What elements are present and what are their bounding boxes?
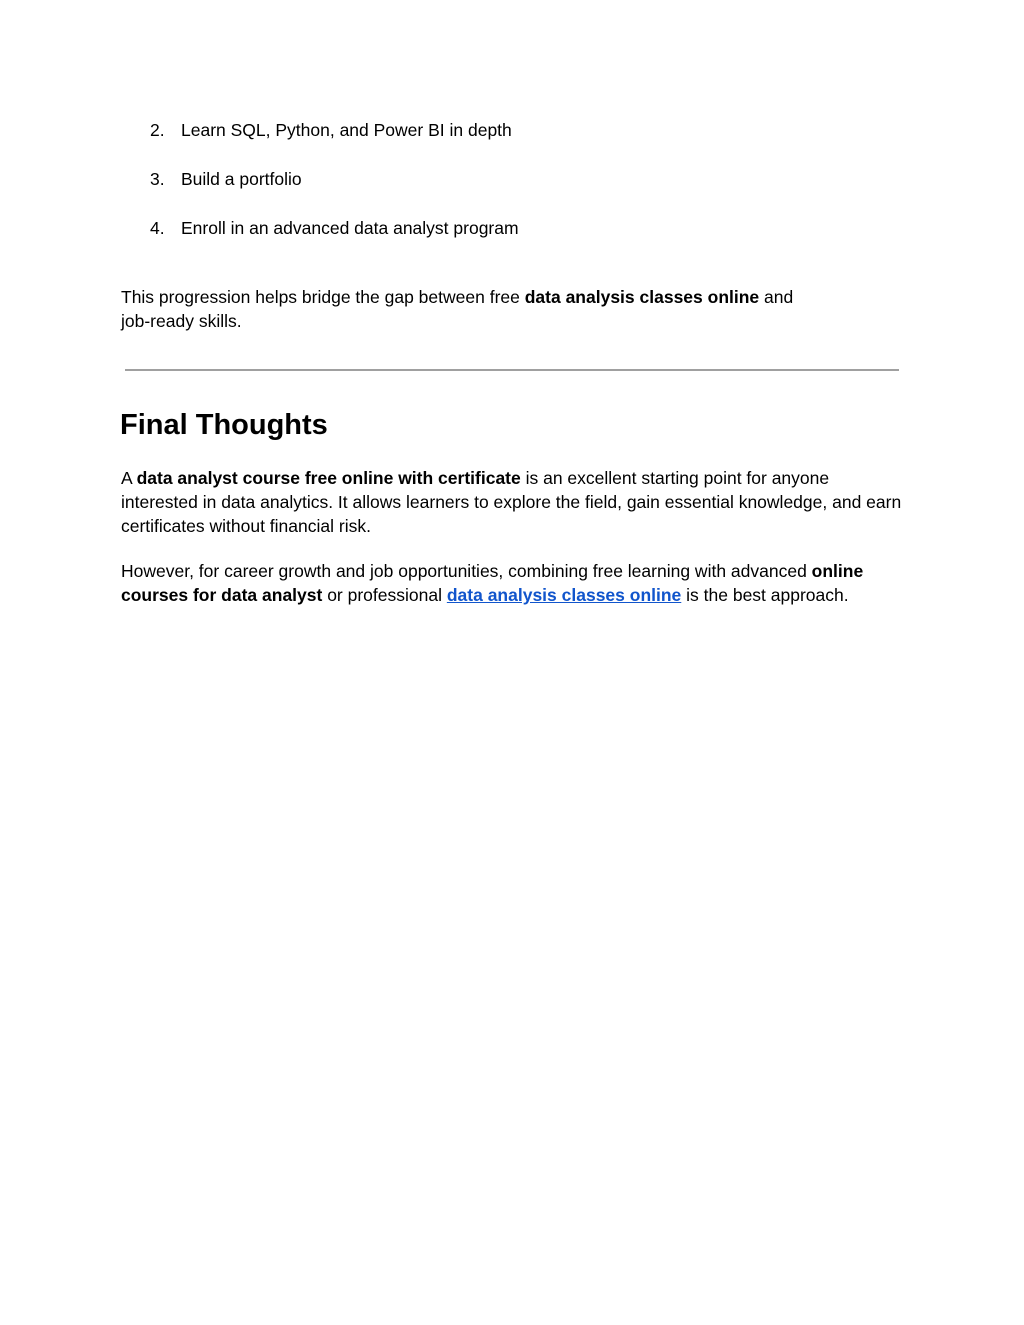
list-item-number: 4. — [150, 218, 165, 238]
list-item-number: 3. — [150, 169, 165, 189]
list-item-number: 2. — [150, 120, 165, 140]
section-heading: Final Thoughts — [120, 409, 328, 441]
numbered-list — [121, 118, 901, 265]
horizontal-divider — [125, 369, 899, 371]
list-item-text: Enroll in an advanced data analyst program — [181, 218, 519, 238]
final-thoughts-paragraph — [121, 466, 906, 538]
paragraph-text: A — [121, 468, 137, 488]
list-item-text: Learn SQL, Python, and Power BI in depth — [181, 120, 512, 140]
paragraph-text: is an excellent starting point for anyone interested in data analytics. It allows learners to explore the field, gain essential knowledge, and earn certificates without financial risk. — [121, 468, 902, 536]
paragraph-text: and — [759, 287, 794, 307]
career-growth-paragraph — [121, 559, 906, 607]
paragraph-text: This progression helps bridge the gap between free — [121, 287, 525, 307]
bold-keyword: data analysis classes online — [524, 287, 760, 307]
paragraph-text: job-ready skills. — [121, 311, 242, 331]
list-item — [121, 216, 901, 240]
paragraph-text: However, for career growth and job opportunities, combining free learning with advanced — [121, 561, 812, 581]
paragraph-text: is the best approach. — [681, 585, 849, 605]
list-item — [121, 118, 901, 142]
bold-keyword: data analyst course free online with certificate — [136, 468, 521, 488]
progression-paragraph — [121, 285, 906, 333]
list-item — [121, 167, 901, 191]
data-analysis-classes-link[interactable]: data analysis classes online — [446, 585, 682, 605]
bold-keyword: online courses for data analyst — [121, 561, 864, 605]
list-item-text: Build a portfolio — [181, 169, 302, 189]
paragraph-text: or professional — [322, 585, 447, 605]
